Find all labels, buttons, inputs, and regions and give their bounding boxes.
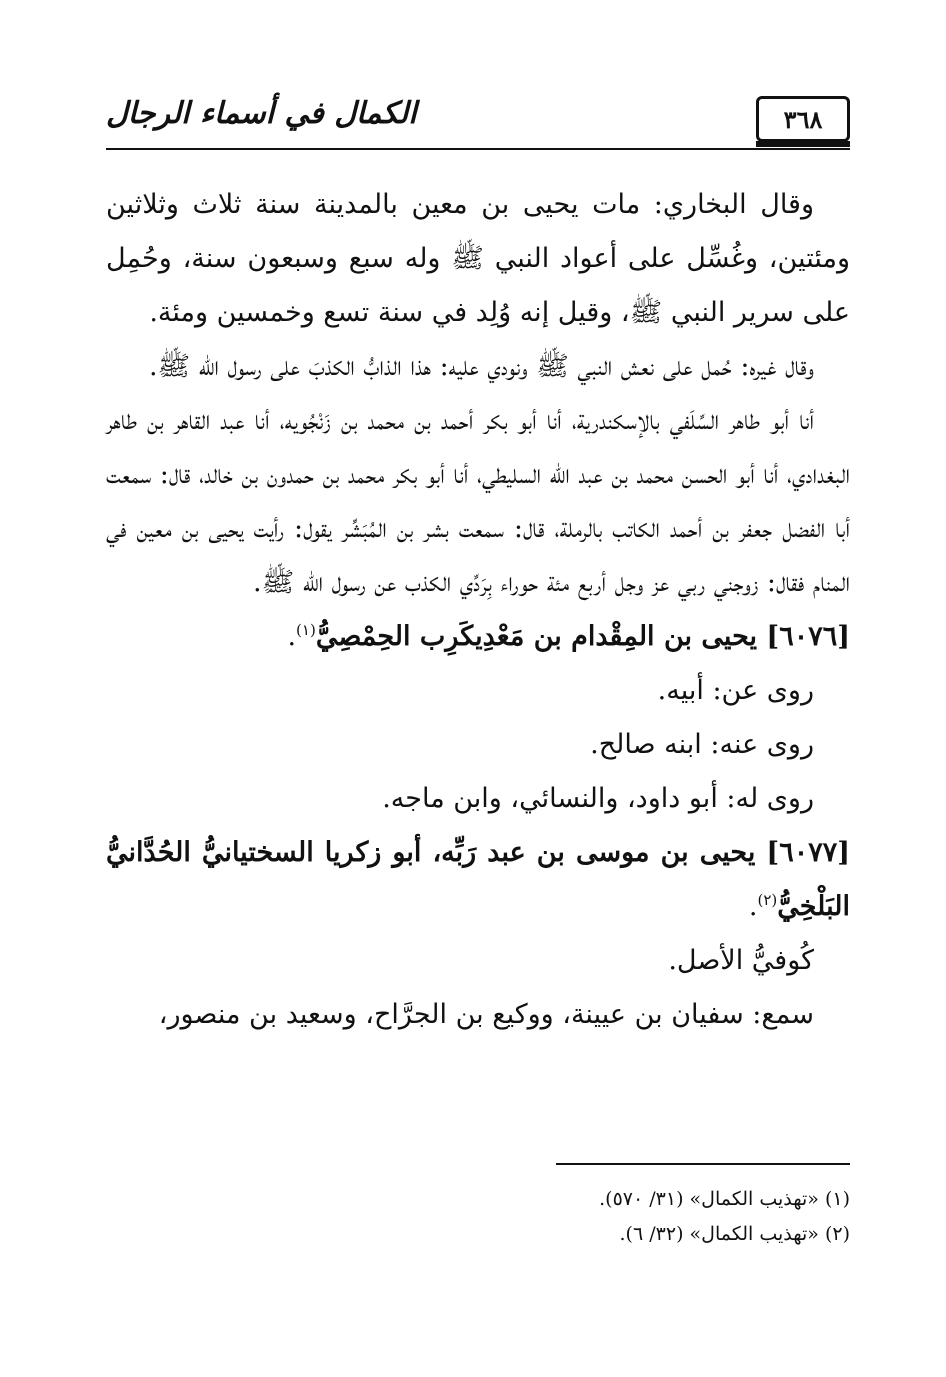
entry-line: سمع: سفيان بن عيينة، ووكيع بن الجرَّاح، وسعيد بن منصور، [158, 999, 814, 1030]
page-number-box [756, 96, 850, 142]
footnote-ref: (١) [296, 621, 316, 639]
entry-line: روى له: أبو داود، والنسائي، وابن ماجه. [382, 783, 814, 814]
main-text [106, 178, 850, 1042]
entry-line: روى عنه: ابنه صالح. [590, 729, 814, 760]
entry-heading [106, 610, 850, 664]
footnote: (١) «تهذيب الكمال» (٣١/ ٥٧٠). [599, 1188, 850, 1210]
entry-heading-text: [٦٠٧٦] يحيى بن المِقْدام بن مَعْدِيكَرِب الحِمْصِيُّ [315, 621, 850, 652]
page-number: ٣٦٨ [783, 104, 823, 134]
entry-line: كُوفيُّ الأصل. [668, 945, 814, 976]
period: . [287, 621, 297, 652]
paragraph: أنا أبو طاهر السِّلَفي بالإسكندرية، أنا أبو بكر أحمد بن محمد بن زَنْجُويه، أنا عبد القاهر بن طاهر البغدادي، أنا أبو الحسن محمد بن عبد الله السليطي، أنا أبو بكر محمد بن حمدون بن خالد، قال: سمعت أبا الفضل جعفر بن أحمد الكاتب بالرملة، قال: سمعت بشر بن المُبَشِّر يقول: رأيت يحيى بن معين في المنام فقال: زوجني ربي عز وجل أربع مئة حوراء بِرَدِّي الكذب عن رسول الله ﷺ. [106, 405, 850, 598]
footnote-rule [556, 1163, 850, 1165]
entry-line: روى عن: أبيه. [657, 675, 814, 706]
entry-heading [106, 826, 850, 934]
entry-heading-text: [٦٠٧٧] يحيى بن موسى بن عبد رَبِّه، أبو زكريا السختيانيُّ الحُدَّانيُّ البَلْخِيُّ [106, 837, 850, 922]
period: . [748, 891, 758, 922]
page-header [106, 92, 850, 154]
footnotes [106, 1182, 850, 1252]
header-rule [106, 148, 850, 150]
paragraph: وقال البخاري: مات يحيى بن معين بالمدينة سنة ثلاث وثلاثين ومئتين، وغُسِّل على أعواد النبي ﷺ وله سبع وسبعون سنة، وحُمِل على سرير النبي ﷺ، وقيل إنه وُلِد في سنة تسع وخمسين ومئة. [106, 189, 850, 328]
footnote: (٢) «تهذيب الكمال» (٣٢/ ٦). [619, 1223, 850, 1245]
paragraph: وقال غيره: حُمل على نعش النبي ﷺ ونودي عليه: هذا الذابُّ الكذبَ على رسول الله ﷺ. [148, 351, 814, 382]
book-title: الكمال في أسماء الرجال [106, 96, 417, 131]
footnote-ref: (٢) [757, 891, 778, 909]
